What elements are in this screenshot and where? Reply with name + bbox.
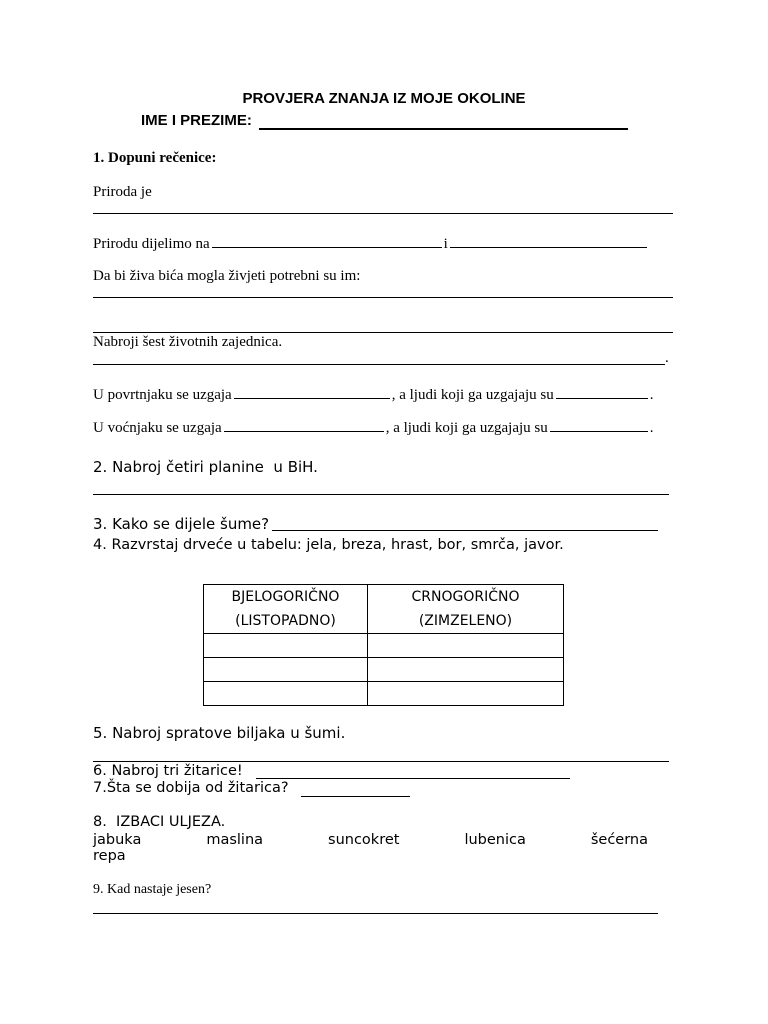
table-header-bjelogoricno-line2: (LISTOPADNO)	[235, 613, 336, 629]
povrtnjak-period: .	[649, 387, 654, 403]
answer-line-ziva-bica-2[interactable]	[93, 332, 673, 333]
table-cell-crnogoricno[interactable]	[368, 682, 564, 706]
table-cell-bjelogoricno[interactable]	[204, 634, 368, 658]
answer-blank-dijelimo-1[interactable]	[212, 234, 442, 248]
worksheet-title: PROVJERA ZNANJA IZ MOJE OKOLINE	[242, 90, 526, 107]
answer-line-q2[interactable]	[93, 494, 669, 495]
answer-blank-vocnjak-1[interactable]	[224, 418, 384, 432]
answer-line-q6[interactable]	[256, 778, 570, 779]
question-dijelimo	[93, 234, 649, 253]
vocnjak-period: .	[649, 420, 654, 436]
table-cell-bjelogoricno[interactable]	[204, 658, 368, 682]
question-5: 5. Nabroj spratove biljaka u šumi.	[93, 724, 346, 742]
table-header-bjelogoricno	[204, 585, 368, 634]
section1-heading: 1. Dopuni rečenice:	[93, 150, 217, 166]
question-povrtnjak-b: , a ljudi koji ga uzgajaju su	[391, 387, 554, 403]
question-povrtnjak	[93, 385, 654, 404]
question-vocnjak-b: , a ljudi koji ga uzgajaju su	[385, 420, 548, 436]
question-priroda: Priroda je	[93, 184, 152, 200]
tree-sorting-table	[203, 584, 564, 706]
zajednice-period: .	[665, 350, 669, 366]
question-4: 4. Razvrstaj drveće u tabelu: jela, breza, hrast, bor, smrča, javor.	[93, 537, 564, 553]
word-maslina[interactable]: maslina	[206, 832, 264, 848]
table-cell-bjelogoricno[interactable]	[204, 682, 368, 706]
question-dijelimo-conj: i	[443, 236, 448, 252]
question-2: 2. Nabroj četiri planine u BiH.	[93, 458, 318, 476]
question-9: 9. Kad nastaje jesen?	[93, 882, 212, 897]
name-label: IME I PREZIME:	[141, 112, 252, 129]
question-7: 7.Šta se dobija od žitarica?	[93, 780, 289, 796]
table-header-crnogoricno-line1: CRNOGORIČNO	[411, 589, 520, 605]
word-secerna[interactable]: šećerna	[590, 832, 648, 848]
table-cell-crnogoricno[interactable]	[368, 658, 564, 682]
question-3: 3. Kako se dijele šume?	[93, 515, 270, 533]
question-vocnjak	[93, 418, 654, 437]
answer-line-q3[interactable]	[272, 530, 658, 531]
answer-line-ziva-bica-1[interactable]	[93, 297, 673, 298]
question-povrtnjak-a: U povrtnjaku se uzgaja	[93, 387, 232, 403]
word-lubenica[interactable]: lubenica	[464, 832, 526, 848]
answer-line-zajednice[interactable]	[93, 364, 665, 365]
word-jabuka[interactable]: jabuka	[93, 832, 142, 848]
question-zajednice: Nabroji šest životnih zajednica.	[93, 334, 283, 350]
question-6: 6. Nabroj tri žitarice!	[93, 763, 243, 779]
answer-blank-povrtnjak-2[interactable]	[556, 385, 648, 399]
table-cell-crnogoricno[interactable]	[368, 634, 564, 658]
answer-blank-dijelimo-2[interactable]	[450, 234, 647, 248]
question-vocnjak-a: U voćnjaku se uzgaja	[93, 420, 222, 436]
answer-blank-vocnjak-2[interactable]	[550, 418, 648, 432]
answer-line-q7[interactable]	[301, 796, 410, 797]
table-header-crnogoricno-line2: (ZIMZELENO)	[418, 613, 513, 629]
question-ziva-bica: Da bi živa bića mogla živjeti potrebni su im:	[93, 268, 361, 284]
word-repa[interactable]: repa	[93, 848, 126, 864]
question-dijelimo-text: Prirodu dijelimo na	[93, 236, 210, 252]
word-suncokret[interactable]: suncokret	[328, 832, 400, 848]
table-row	[204, 634, 564, 658]
table-header-crnogoricno	[368, 585, 564, 634]
table-row	[204, 658, 564, 682]
answer-line-q5[interactable]	[93, 761, 669, 762]
question-8-title: 8. IZBACI ULJEZA.	[93, 814, 226, 830]
table-header-bjelogoricno-line1: BJELOGORIČNO	[231, 589, 340, 605]
odd-one-out-words	[93, 832, 648, 848]
answer-blank-povrtnjak-1[interactable]	[234, 385, 390, 399]
table-row	[204, 682, 564, 706]
name-answer-line[interactable]	[259, 128, 628, 130]
answer-line-priroda[interactable]	[93, 213, 673, 214]
answer-line-q9[interactable]	[93, 913, 658, 914]
